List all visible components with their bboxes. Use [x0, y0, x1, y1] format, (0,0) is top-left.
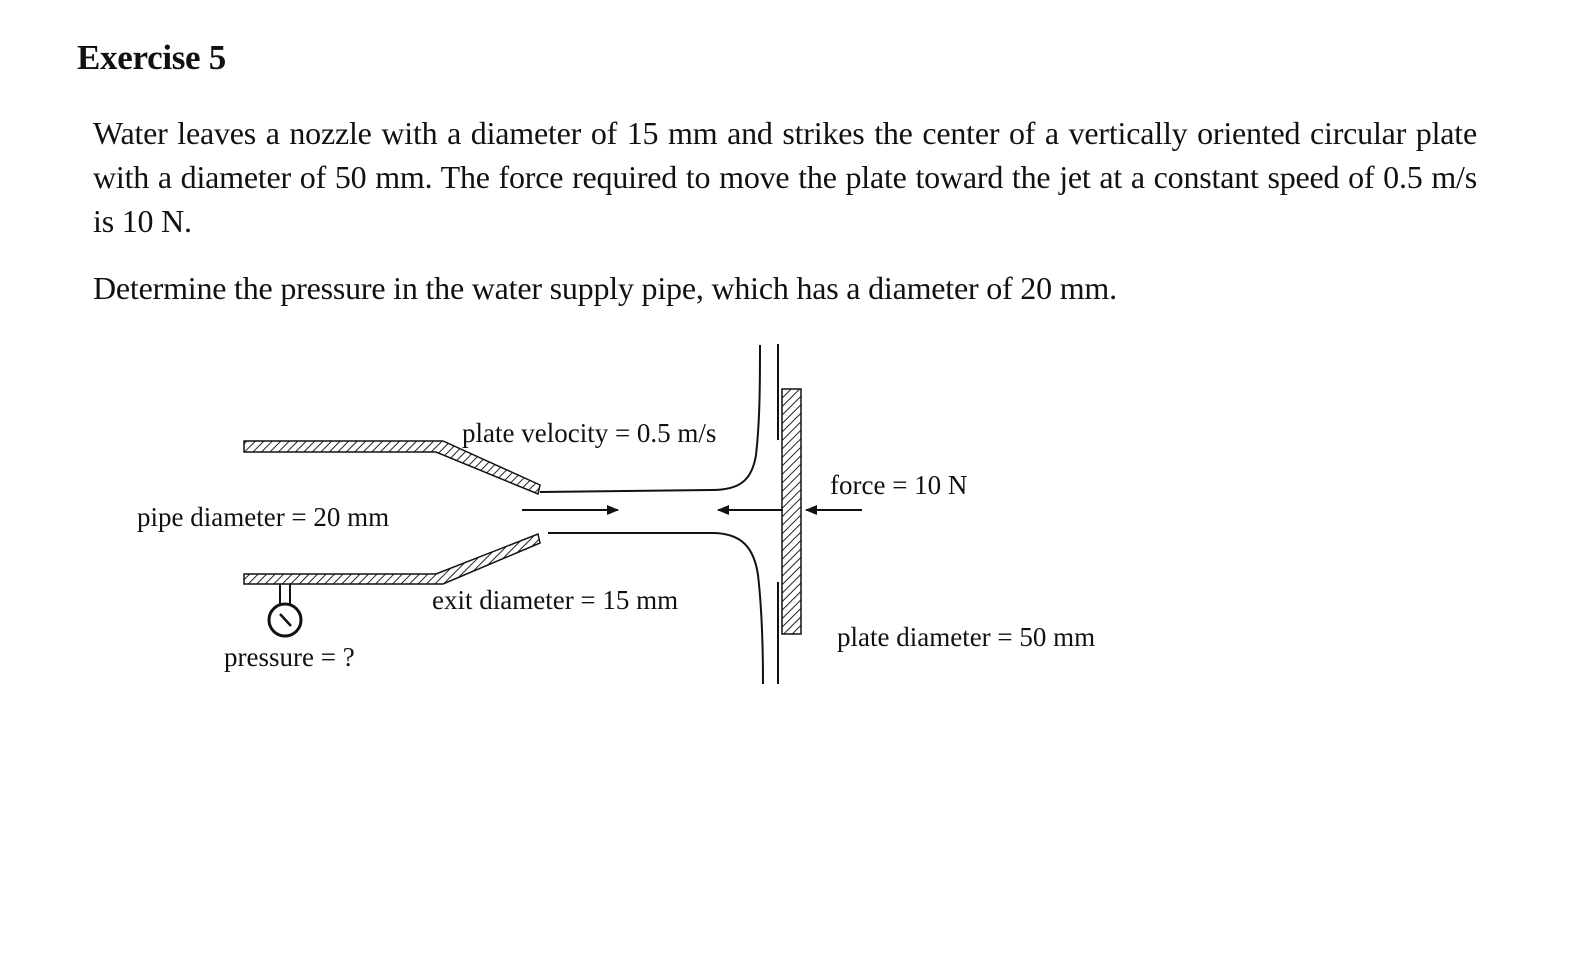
problem-question: Determine the pressure in the water supply pipe, which has a diameter of 20 mm. [93, 270, 1117, 306]
pipe-diameter-label: pipe diameter = 20 mm [137, 502, 390, 532]
nozzle-jet-plate-diagram [0, 330, 1594, 700]
problem-statement: Water leaves a nozzle with a diameter of 15 mm and strikes the center of a vertically oriented circular plate with a diameter of 50 mm. The force required to move the plate toward the jet at a constant speed of 0.5 m/s is 10 N. [93, 115, 1477, 239]
circular-plate [782, 389, 801, 634]
lower-pipe-wall [244, 534, 540, 584]
exit-diameter-label: exit diameter = 15 mm [432, 585, 679, 615]
plate-velocity-label: plate velocity = 0.5 m/s [462, 418, 717, 448]
force-label: force = 10 N [830, 470, 968, 500]
plate-diameter-label: plate diameter = 50 mm [837, 622, 1096, 652]
exercise-title: Exercise 5 [77, 38, 226, 77]
pressure-label: pressure = ? [224, 642, 355, 672]
upper-pipe-wall [244, 441, 540, 494]
